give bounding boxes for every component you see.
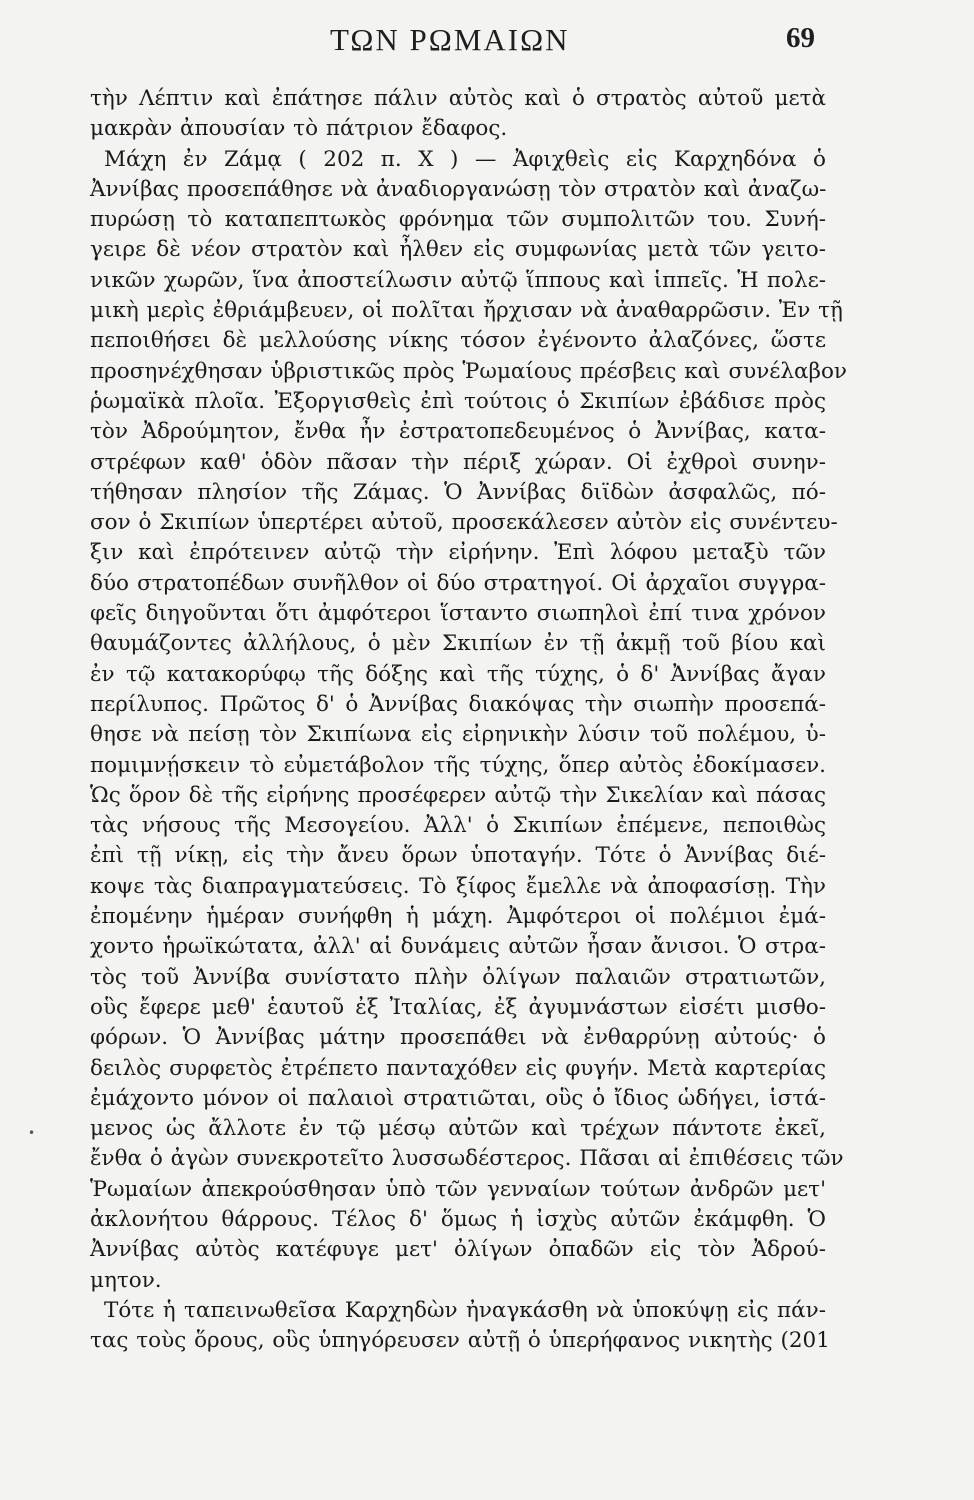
text-line: ἐν τῷ κατακορύφῳ τῆς δόξης καὶ τῆς τύχης, ὁ δ' Ἀννίβας ἄγαν	[90, 661, 826, 687]
text-line: περίλυπος. Πρῶτος δ' ὁ Ἀννίβας διακόψας τὴν σιωπὴν προσεπά-	[90, 691, 826, 717]
text-line: ἐμάχοντο μόνον οἱ παλαιοὶ στρατιῶται, οὓς ὁ ἴδιος ὡδήγει, ἱστά-	[90, 1085, 826, 1111]
text-line: τὸν Ἀδρούμητον, ἔνθα ἦν ἐστρατοπεδευμένος ὁ Ἀννίβας, κατα-	[90, 419, 826, 445]
text-line: ἐπομένην ἡμέραν συνήφθη ἡ μάχη. Ἀμφότεροι οἱ πολέμιοι ἐμά-	[90, 904, 826, 930]
text-line: γειρε δὲ νέον στρατὸν καὶ ἦλθεν εἰς συμφωνίας μετὰ τῶν γειτο-	[90, 237, 826, 263]
text-line: σον ὁ Σκιπίων ὑπερτέρει αὐτοῦ, προσεκάλεσεν αὐτὸν εἰς συνέντευ-	[90, 510, 838, 536]
text-line: Ἀννίβας αὐτὸς κατέφυγε μετ' ὀλίγων ὀπαδῶν εἰς τὸν Ἀδρού-	[90, 1237, 826, 1263]
text-line: Ῥωμαίων ἀπεκρούσθησαν ὑπὸ τῶν γενναίων τούτων ἀνδρῶν μετ'	[90, 1176, 826, 1202]
text-line: δύο στρατοπέδων συνῆλθον οἱ δύο στρατηγοί. Οἱ ἀρχαῖοι συγγρα-	[90, 570, 826, 596]
text-line-section-heading: Μάχη ἐν Ζάμᾳ ( 202 π. Χ ) — Ἀφιχθεὶς εἰς Καρχηδόνα ὁ	[104, 146, 826, 172]
text-line: δειλὸς συρφετὸς ἐτρέπετο πανταχόθεν εἰς φυγήν. Μετὰ καρτερίας	[90, 1055, 826, 1081]
text-line: τὸς τοῦ Ἀννίβα συνίστατο πλὴν ὀλίγων παλαιῶν στρατιωτῶν,	[90, 964, 826, 990]
text-line: τήθησαν πλησίον τῆς Ζάμας. Ὁ Ἀννίβας διϊδὼν ἀσφαλῶς, πό-	[90, 479, 826, 505]
text-line: τας τοὺς ὅρους, οὓς ὑπηγόρευσεν αὐτῇ ὁ ὑπερήφανος νικητὴς (201	[90, 1328, 830, 1354]
text-line: θησε νὰ πείσῃ τὸν Σκιπίωνα εἰς εἰρηνικὴν λύσιν τοῦ πολέμου, ὑ-	[90, 722, 826, 748]
running-title: ΤΩΝ ΡΩΜΑΙΩΝ	[330, 22, 570, 57]
text-line: μενος ὡς ἄλλοτε ἐν τῷ μέσῳ αὐτῶν καὶ τρέχων πάντοτε ἐκεῖ,	[90, 1116, 826, 1142]
text-line: ἀκλονήτου θάρρους. Τέλος δ' ὅμως ἡ ἰσχὺς αὐτῶν ἐκάμφθη. Ὁ	[90, 1206, 826, 1232]
text-line: πεποιθήσει δὲ μελλούσης νίκης τόσον ἐγένοντο ἀλαζόνες, ὥστε	[90, 328, 826, 354]
text-line: κοψε τὰς διαπραγματεύσεις. Τὸ ξίφος ἔμελλε νὰ ἀποφασίσῃ. Τὴν	[90, 873, 826, 899]
text-line: θαυμάζοντες ἀλλήλους, ὁ μὲν Σκιπίων ἐν τῇ ἀκμῇ τοῦ βίου καὶ	[90, 631, 826, 657]
text-line: φεῖς διηγοῦνται ὅτι ἀμφότεροι ἵσταντο σιωπηλοὶ ἐπί τινα χρόνον	[90, 601, 826, 627]
text-line: τὴν Λέπτιν καὶ ἐπάτησε πάλιν αὐτὸς καὶ ὁ στρατὸς αὐτοῦ μετὰ	[90, 86, 826, 111]
margin-ink-mark: •	[28, 1126, 36, 1140]
text-line: πυρώσῃ τὸ καταπεπτωκὸς φρόνημα τῶν συμπολιτῶν του. Συνή-	[90, 207, 826, 233]
text-line: προσηνέχθησαν ὑβριστικῶς πρὸς Ῥωμαίους πρέσβεις καὶ συνέλαβον	[90, 358, 847, 384]
body-text	[90, 84, 847, 1356]
text-line: μακρὰν ἀπουσίαν τὸ πάτριον ἔδαφος.	[90, 116, 508, 142]
text-line: Ὡς ὅρον δὲ τῆς εἰρήνης προσέφερεν αὐτῷ τὴν Σικελίαν καὶ πάσας	[90, 782, 826, 808]
text-line: μικὴ μερὶς ἐθριάμβευεν, οἱ πολῖται ἤρχισαν νὰ ἀναθαρρῶσιν. Ἐν τῇ	[90, 298, 843, 324]
text-line: χοντο ἡρωϊκώτατα, ἀλλ' αἱ δυνάμεις αὐτῶν ἦσαν ἄνισοι. Ὁ στρα-	[90, 934, 826, 960]
text-line: μητον.	[90, 1267, 162, 1293]
text-line: πομιμνῄσκειν τὸ εὐμετάβολον τῆς τύχης, ὅπερ αὐτὸς ἐδοκίμασεν.	[90, 752, 826, 778]
page-number: 69	[786, 22, 815, 54]
text-line: ῥωμαϊκὰ πλοῖα. Ἐξοργισθεὶς ἐπὶ τούτοις ὁ Σκιπίων ἐβάδισε πρὸς	[90, 388, 826, 414]
running-head	[0, 22, 974, 62]
text-line: ἐπὶ τῇ νίκῃ, εἰς τὴν ἄνευ ὅρων ὑποταγήν. Τότε ὁ Ἀννίβας διέ-	[90, 843, 826, 869]
text-line: ξιν καὶ ἐπρότεινεν αὐτῷ τὴν εἰρήνην. Ἐπὶ λόφου μεταξὺ τῶν	[90, 540, 826, 566]
text-line: ἔνθα ὁ ἀγὼν συνεκροτεῖτο λυσσωδέστερος. Πᾶσαι αἱ ἐπιθέσεις τῶν	[90, 1146, 844, 1172]
text-line: Ἀννίβας προσεπάθησε νὰ ἀναδιοργανώσῃ τὸν στρατὸν καὶ ἀναζω-	[90, 176, 827, 202]
text-line: νικῶν χωρῶν, ἵνα ἀποστείλωσιν αὐτῷ ἵππους καὶ ἱππεῖς. Ἡ πολε-	[90, 267, 826, 293]
text-line: τὰς νήσους τῆς Μεσογείου. Ἀλλ' ὁ Σκιπίων ἐπέμενε, πεποιθὼς	[90, 813, 826, 839]
text-line: Τότε ἡ ταπεινωθεῖσα Καρχηδὼν ἠναγκάσθη νὰ ὑποκύψῃ εἰς πάν-	[104, 1297, 826, 1323]
text-line: στρέφων καθ' ὁδὸν πᾶσαν τὴν πέριξ χώραν. Οἱ ἐχθροὶ συνην-	[90, 449, 826, 475]
text-line: φόρων. Ὁ Ἀννίβας μάτην προσεπάθει νὰ ἐνθαρρύνῃ αὐτούς· ὁ	[90, 1025, 826, 1051]
text-line: οὓς ἔφερε μεθ' ἑαυτοῦ ἐξ Ἰταλίας, ἐξ ἀγυμνάστων εἰσέτι μισθο-	[90, 994, 826, 1020]
